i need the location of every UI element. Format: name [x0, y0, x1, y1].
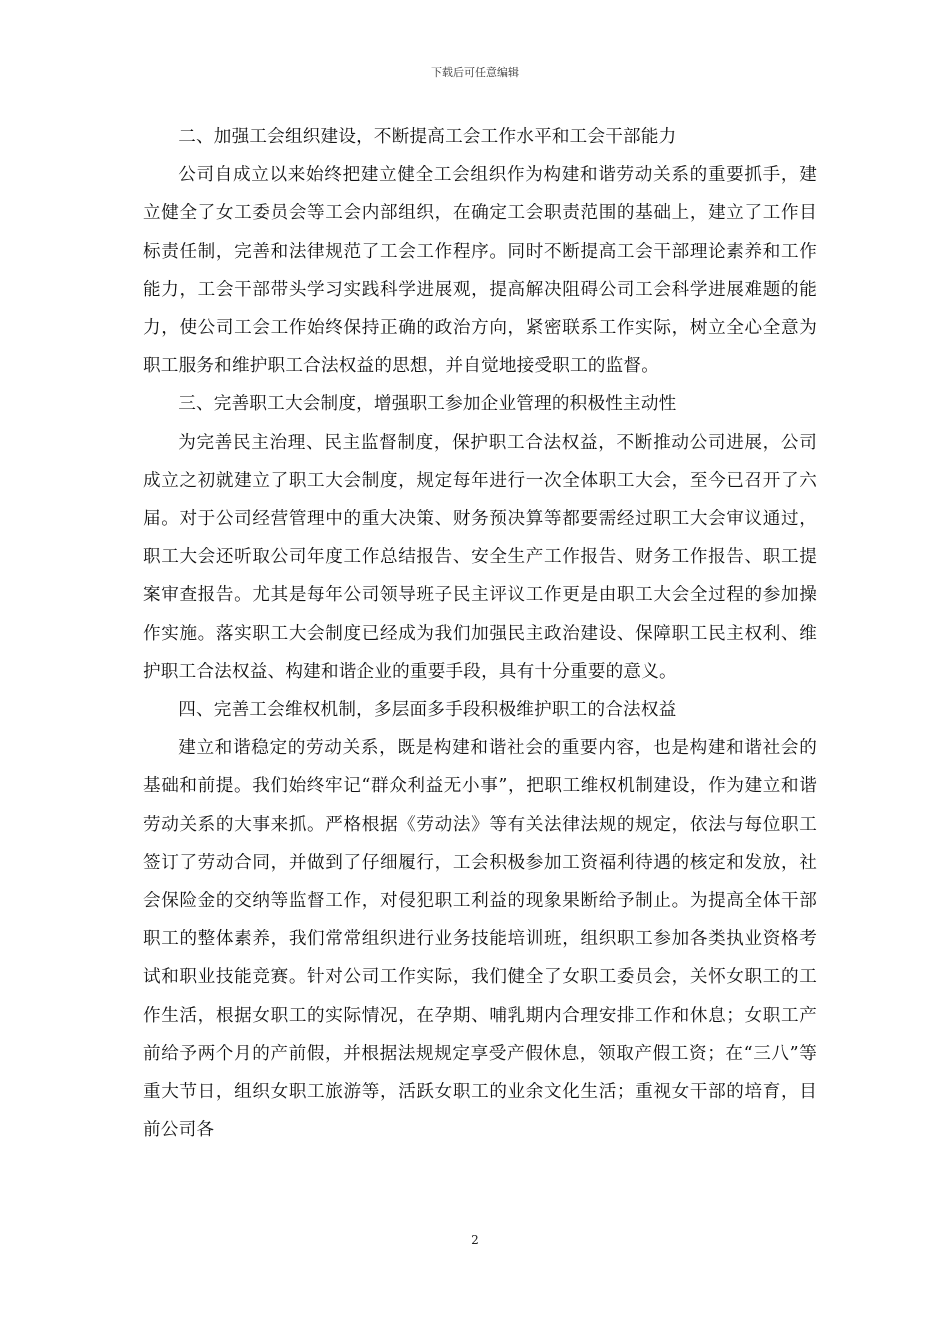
document-body	[143, 118, 817, 1149]
body-paragraph: 公司自成立以来始终把建立健全工会组织作为构建和谐劳动关系的重要抓手，建立健全了女工委员会等工会内部组织，在确定工会职责范围的基础上，建立了工作目标责任制，完善和法律规范了工会工作程序。同时不断提高工会干部理论素养和工作能力，工会干部带头学习实践科学进展观，提高解决阻碍公司工会科学进展难题的能力，使公司工会工作始终保持正确的政治方向，紧密联系工作实际，树立全心全意为职工服务和维护职工合法权益的思想，并自觉地接受职工的监督。	[143, 165, 817, 377]
page-header: 下载后可任意编辑	[431, 66, 519, 79]
section-heading-4: 四、完善工会维权机制，多层面多手段积极维护职工的合法权益	[178, 700, 677, 721]
section-heading-2: 二、加强工会组织建设，不断提高工会工作水平和工会干部能力	[178, 127, 677, 147]
body-paragraph: 建立和谐稳定的劳动关系，既是构建和谐社会的重要内容，也是构建和谐社会的基础和前提。我们始终牢记“群众利益无小事”，把职工维权机制建设，作为建立和谐劳动关系的大事来抓。严格根据《劳动法》等有关法律法规的规定，依法与每位职工签订了劳动合同，并做到了仔细履行，工会积极参加工资福利待遇的核定和发放，社会保险金的交纳等监督工作，对侵犯职工利益的现象果断给予制止。为提高全体干部职工的整体素养，我们常常组织进行业务技能培训班，组织职工参加各类执业资格考试和职业技能竞赛。针对公司工作实际，我们健全了女职工委员会，关怀女职工的工作生活，根据女职工的实际情况，在孕期、哺乳期内合理安排工作和休息；女职工产前给予两个月的产前假，并根据法规规定享受产假休息，领取产假工资；在“三八”等重大节日，组织女职工旅游等，活跃女职工的业余文化生活；重视女干部的培育，目前公司各	[143, 738, 817, 1141]
body-paragraph: 为完善民主治理、民主监督制度，保护职工合法权益，不断推动公司进展，公司成立之初就建立了职工大会制度，规定每年进行一次全体职工大会，至今已召开了六届。对于公司经营管理中的重大决策、财务预决算等都要需经过职工大会审议通过，职工大会还听取公司年度工作总结报告、安全生产工作报告、财务工作报告、职工提案审查报告。尤其是每年公司领导班子民主评议工作更是由职工大会全过程的参加操作实施。落实职工大会制度已经成为我们加强民主政治建设、保障职工民主权利、维护职工合法权益、构建和谐企业的重要手段，具有十分重要的意义。	[143, 432, 817, 682]
section-heading-3: 三、完善职工大会制度，增强职工参加企业管理的积极性主动性	[178, 394, 677, 415]
page-number: 2	[471, 1233, 479, 1247]
